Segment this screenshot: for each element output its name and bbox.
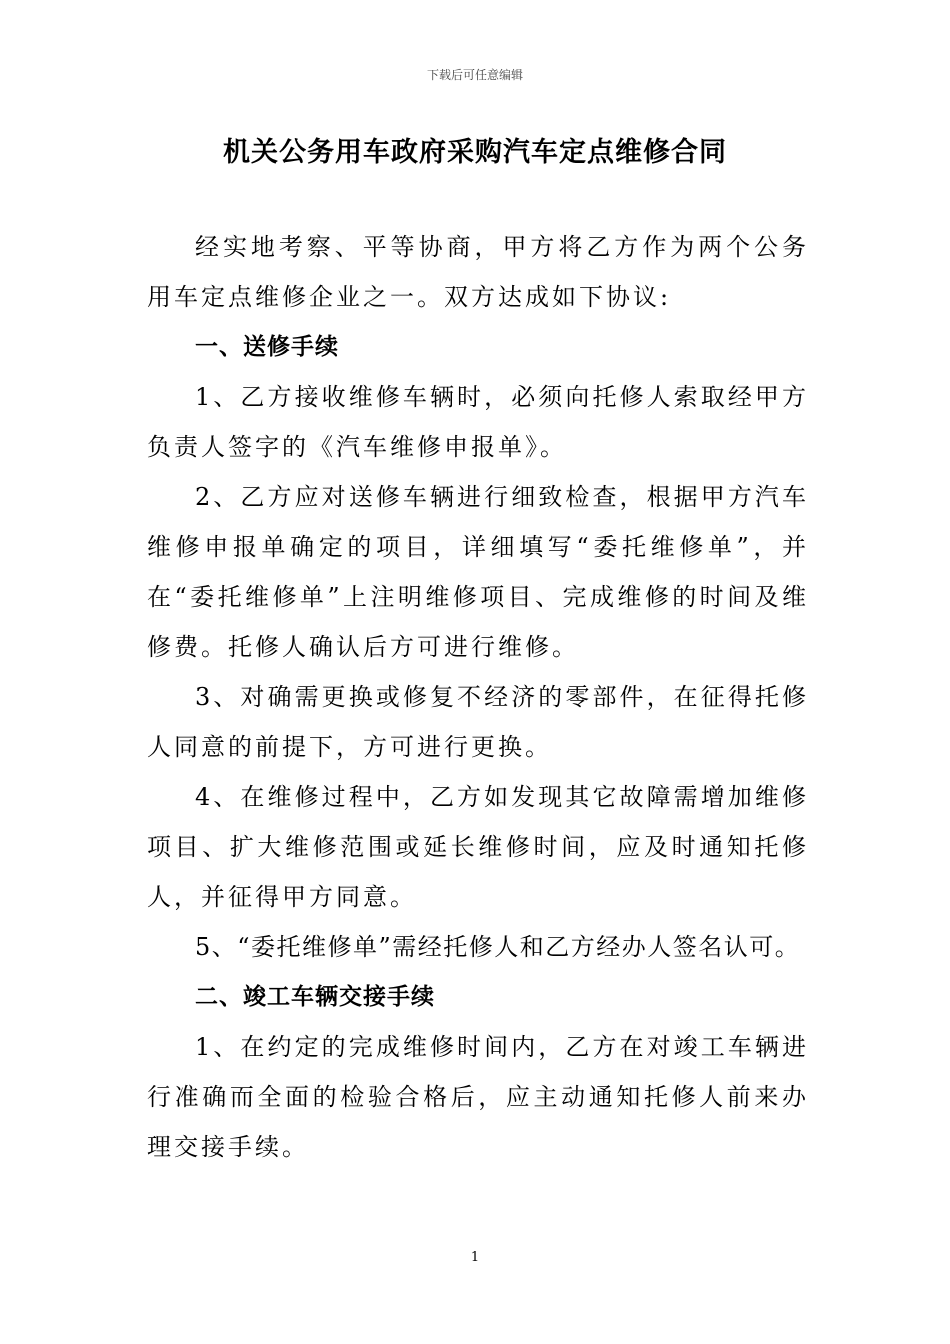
clause-1-1: 1、乙方接收维修车辆时，必须向托修人索取经甲方负责人签字的《汽车维修申报单》。 <box>147 383 809 461</box>
document-title: 机关公务用车政府采购汽车定点维修合同 <box>223 137 727 168</box>
clause-1-2: 2、乙方应对送修车辆进行细致检查，根据甲方汽车维修申报单确定的项目，详细填写“委托维修单”，并在“委托维修单”上注明维修项目、完成维修的时间及维修费。托修人确认后方可进行维修。 <box>147 483 809 661</box>
clause-1-4: 4、在维修过程中，乙方如发现其它故障需增加维修项目、扩大维修范围或延长维修时间，应及时通知托修人，并征得甲方同意。 <box>147 783 809 911</box>
page-number: 1 <box>470 1250 480 1265</box>
section-heading-handover: 二、竣工车辆交接手续 <box>195 984 435 1010</box>
document-body <box>147 222 809 1172</box>
header-note: 下载后可任意编辑 <box>426 68 523 82</box>
section-heading-delivery: 一、送修手续 <box>195 334 339 360</box>
intro-paragraph: 经实地考察、平等协商，甲方将乙方作为两个公务用车定点维修企业之一。双方达成如下协议: <box>147 233 809 311</box>
clause-1-3: 3、对确需更换或修复不经济的零部件，在征得托修人同意的前提下，方可进行更换。 <box>147 683 809 761</box>
clause-1-5: 5、“委托维修单”需经托修人和乙方经办人签名认可。 <box>195 933 801 961</box>
clause-2-1: 1、在约定的完成维修时间内，乙方在对竣工车辆进行准确而全面的检验合格后，应主动通知托修人前来办理交接手续。 <box>147 1033 809 1161</box>
